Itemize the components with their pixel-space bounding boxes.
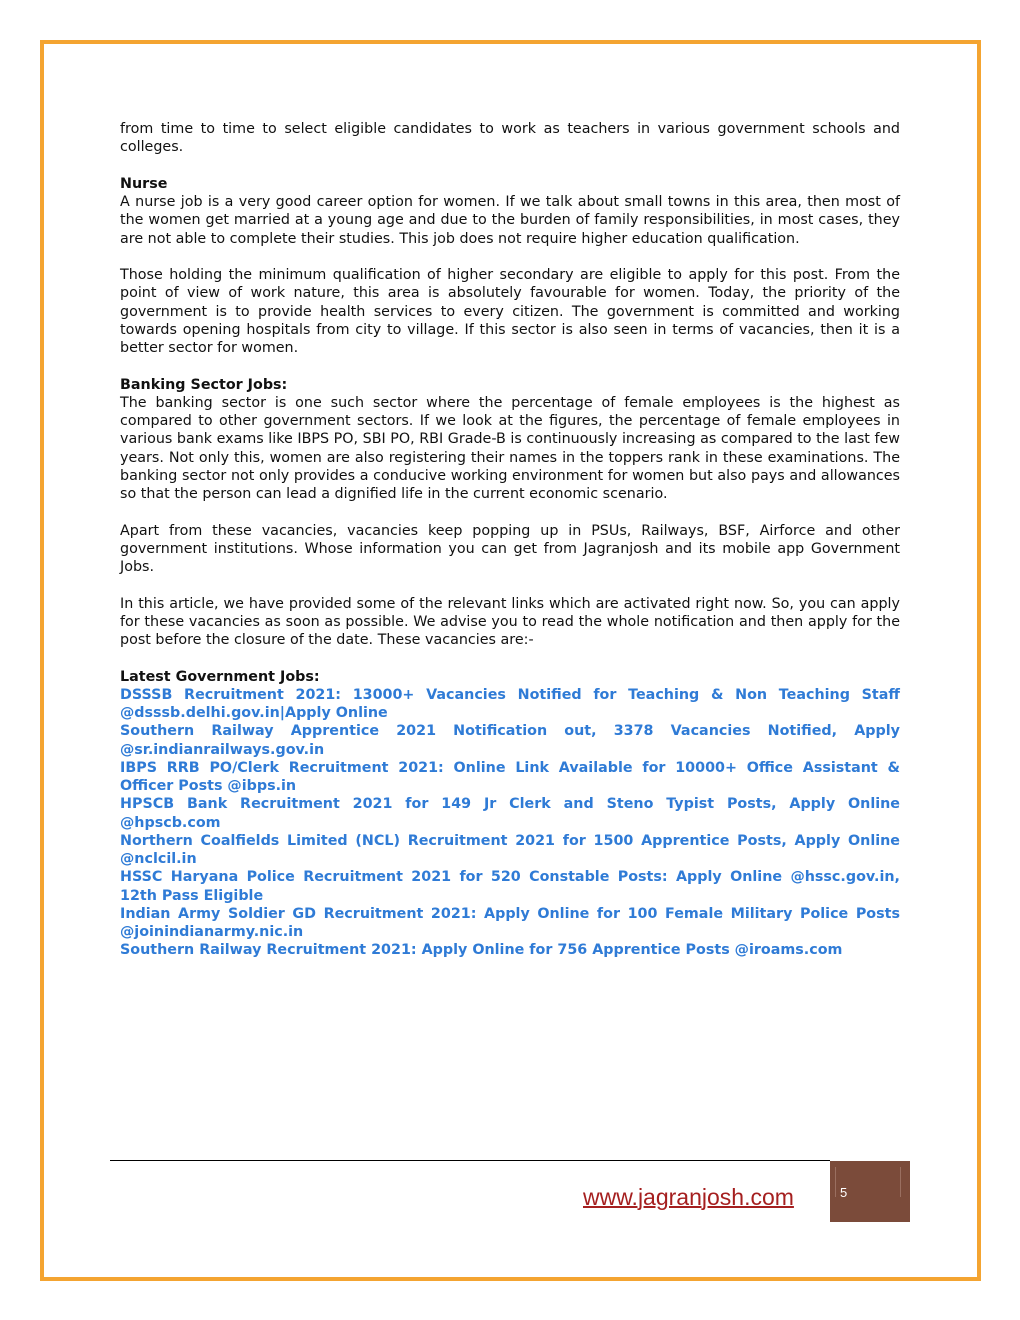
nurse-paragraph-2: Those holding the minimum qualification of higher secondary are eligible to apply for this post. From the point of view of work nature, this area is absolutely favourable for women. Today, the priority of the government is to provide health services to every citizen. The government is committed and working towards opening hospitals from city to village. If this sector is also seen in terms of vacancies, then it is a better sector for women. bbox=[120, 267, 900, 356]
page-box-line bbox=[835, 1167, 836, 1197]
page-number: 5 bbox=[840, 1185, 848, 1200]
page-box-line bbox=[900, 1167, 901, 1197]
job-link[interactable]: Southern Railway Apprentice 2021 Notification out, 3378 Vacancies Notified, Apply @sr.indianrailways.gov.in bbox=[120, 723, 900, 758]
latest-jobs-heading: Latest Government Jobs: bbox=[120, 668, 320, 685]
job-link[interactable]: HSSC Haryana Police Recruitment 2021 for 520 Constable Posts: Apply Online @hssc.gov.in, 12th Pass Eligible bbox=[120, 869, 900, 904]
job-link[interactable]: Indian Army Soldier GD Recruitment 2021: Apply Online for 100 Female Military Police Posts @joinindianarmy.nic.in bbox=[120, 905, 900, 940]
job-link[interactable]: Northern Coalfields Limited (NCL) Recruitment 2021 for 1500 Apprentice Posts, Apply Online @nclcil.in bbox=[120, 832, 900, 867]
banking-paragraph: The banking sector is one such sector where the percentage of female employees is the highest as compared to other government sectors. If we look at the figures, the percentage of female employees in various bank exams like IBPS PO, SBI PO, RBI Grade-B is continuously increasing as compared to the last few years. Not only this, women are also registering their names in the toppers rank in these examinations. The banking sector not only provides a conducive working environment for women but also pays and allowances so that the person can lead a dignified life in the current economic scenario. bbox=[120, 394, 900, 502]
page-number-box bbox=[830, 1161, 910, 1222]
job-link[interactable]: HPSCB Bank Recruitment 2021 for 149 Jr Clerk and Steno Typist Posts, Apply Online @hpscb.com bbox=[120, 796, 900, 831]
document-body bbox=[120, 120, 900, 960]
nurse-heading: Nurse bbox=[120, 175, 168, 192]
apart-paragraph: Apart from these vacancies, vacancies keep popping up in PSUs, Railways, BSF, Airforce and other government institutions. Whose information you can get from Jagranjosh and its mobile app Government Jobs. bbox=[120, 522, 900, 575]
intro-paragraph: from time to time to select eligible candidates to work as teachers in various government schools and colleges. bbox=[120, 121, 900, 156]
job-link[interactable]: IBPS RRB PO/Clerk Recruitment 2021: Online Link Available for 10000+ Office Assistant & Officer Posts @ibps.in bbox=[120, 759, 900, 794]
job-link[interactable]: Southern Railway Recruitment 2021: Apply Online for 756 Apprentice Posts @iroams.com bbox=[120, 942, 843, 959]
banking-heading: Banking Sector Jobs: bbox=[120, 376, 288, 393]
nurse-paragraph-1: A nurse job is a very good career option for women. If we talk about small towns in this area, then most of the women get married at a young age and due to the burden of family responsibilities, in most cases, they are not able to complete their studies. This job does not require higher education qualification. bbox=[120, 194, 900, 247]
footer-website-link[interactable]: www.jagranjosh.com bbox=[583, 1184, 794, 1210]
job-link[interactable]: DSSSB Recruitment 2021: 13000+ Vacancies Notified for Teaching & Non Teaching Staff @dsssb.delhi.gov.in|Apply Online bbox=[120, 686, 900, 721]
footer-divider bbox=[110, 1160, 830, 1161]
article-paragraph: In this article, we have provided some of the relevant links which are activated right now. So, you can apply for these vacancies as soon as possible. We advise you to read the whole notification and then apply for the post before the closure of the date. These vacancies are:- bbox=[120, 595, 900, 648]
nurse-section bbox=[120, 175, 900, 248]
banking-section bbox=[120, 376, 900, 504]
latest-jobs-section bbox=[120, 668, 900, 960]
